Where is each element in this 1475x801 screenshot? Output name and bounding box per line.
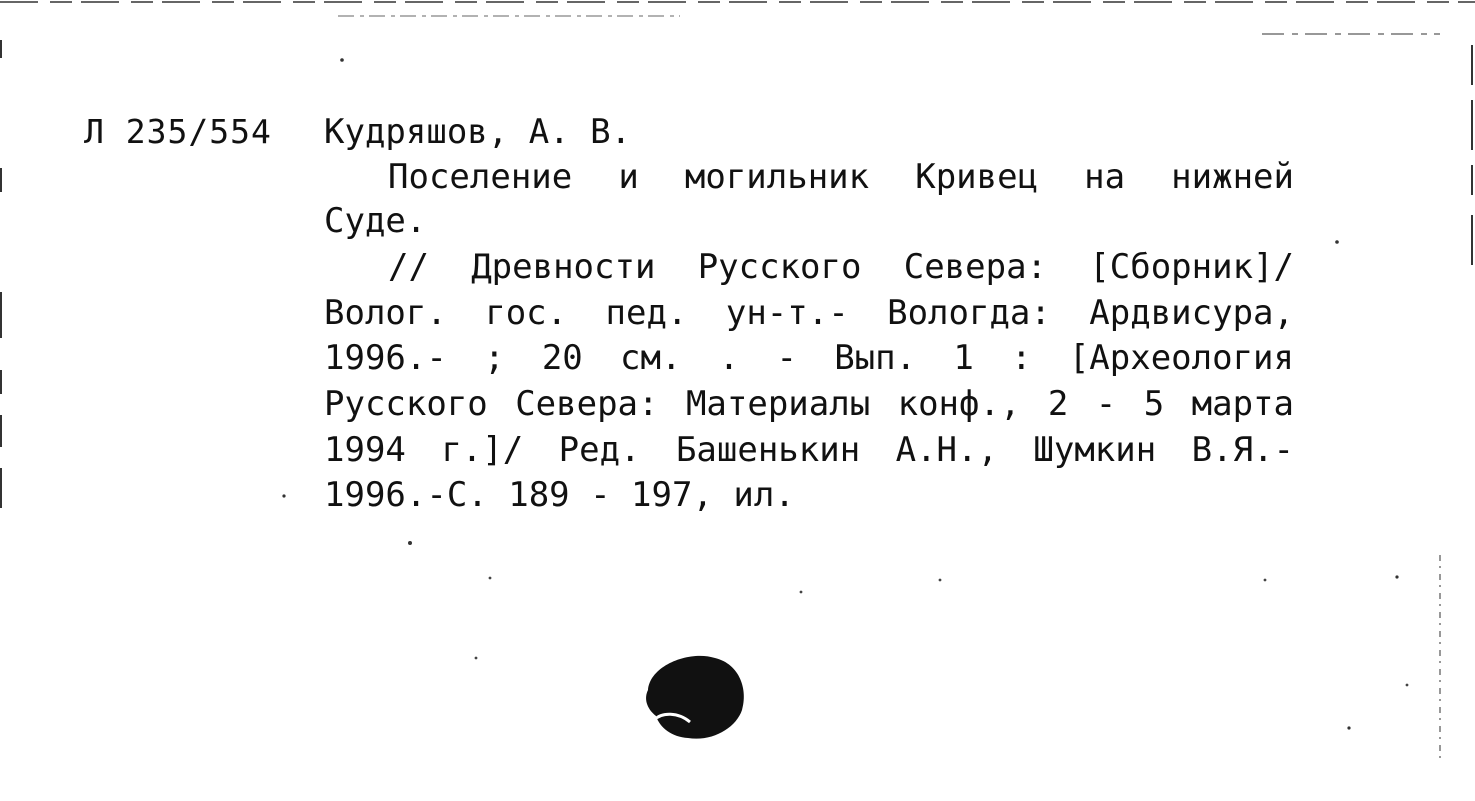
left-edge-tick xyxy=(0,168,2,192)
source-line: 1994 г.]/ Ред. Башенькин А.Н., Шумкин В.Я.- xyxy=(324,430,1294,470)
speck xyxy=(1264,579,1267,582)
left-edge-tick xyxy=(0,415,2,447)
title-line: Поселение и могильник Кривец на нижней xyxy=(388,157,1294,197)
speck xyxy=(800,591,803,594)
title-line: Суде. xyxy=(324,201,427,241)
source-line: // Древности Русского Севера: [Сборник]/ xyxy=(388,247,1294,287)
shelfmark: Л 235/554 xyxy=(84,112,272,151)
source-line: Русского Севера: Материалы конф., 2 - 5 марта xyxy=(324,384,1294,424)
left-edge-tick xyxy=(0,40,2,58)
author-heading: Кудряшов, А. В. xyxy=(324,112,632,152)
speck xyxy=(1395,575,1398,578)
speck xyxy=(1335,240,1339,244)
speck xyxy=(408,541,412,545)
right-edge-tick xyxy=(1471,100,1473,150)
speck xyxy=(282,494,285,497)
left-edge-tick xyxy=(0,468,2,508)
punch-hole-blot xyxy=(646,656,744,739)
source-line: 1996.- ; 20 см. . - Вып. 1 : [Археология xyxy=(324,338,1294,378)
speck xyxy=(475,657,478,660)
right-edge-tick xyxy=(1471,165,1473,195)
right-edge-tick xyxy=(1471,215,1473,265)
speck xyxy=(340,58,344,62)
speck xyxy=(489,577,492,580)
left-edge-tick xyxy=(0,370,2,394)
speck xyxy=(939,579,942,582)
source-line: Волог. гос. пед. ун-т.- Вологда: Ардвисура, xyxy=(324,293,1294,333)
source-line: 1996.-С. 189 - 197, ил. xyxy=(324,475,795,515)
right-edge-tick xyxy=(1471,45,1473,85)
speck xyxy=(1347,726,1350,729)
left-edge-tick xyxy=(0,292,2,338)
speck xyxy=(1406,684,1409,687)
